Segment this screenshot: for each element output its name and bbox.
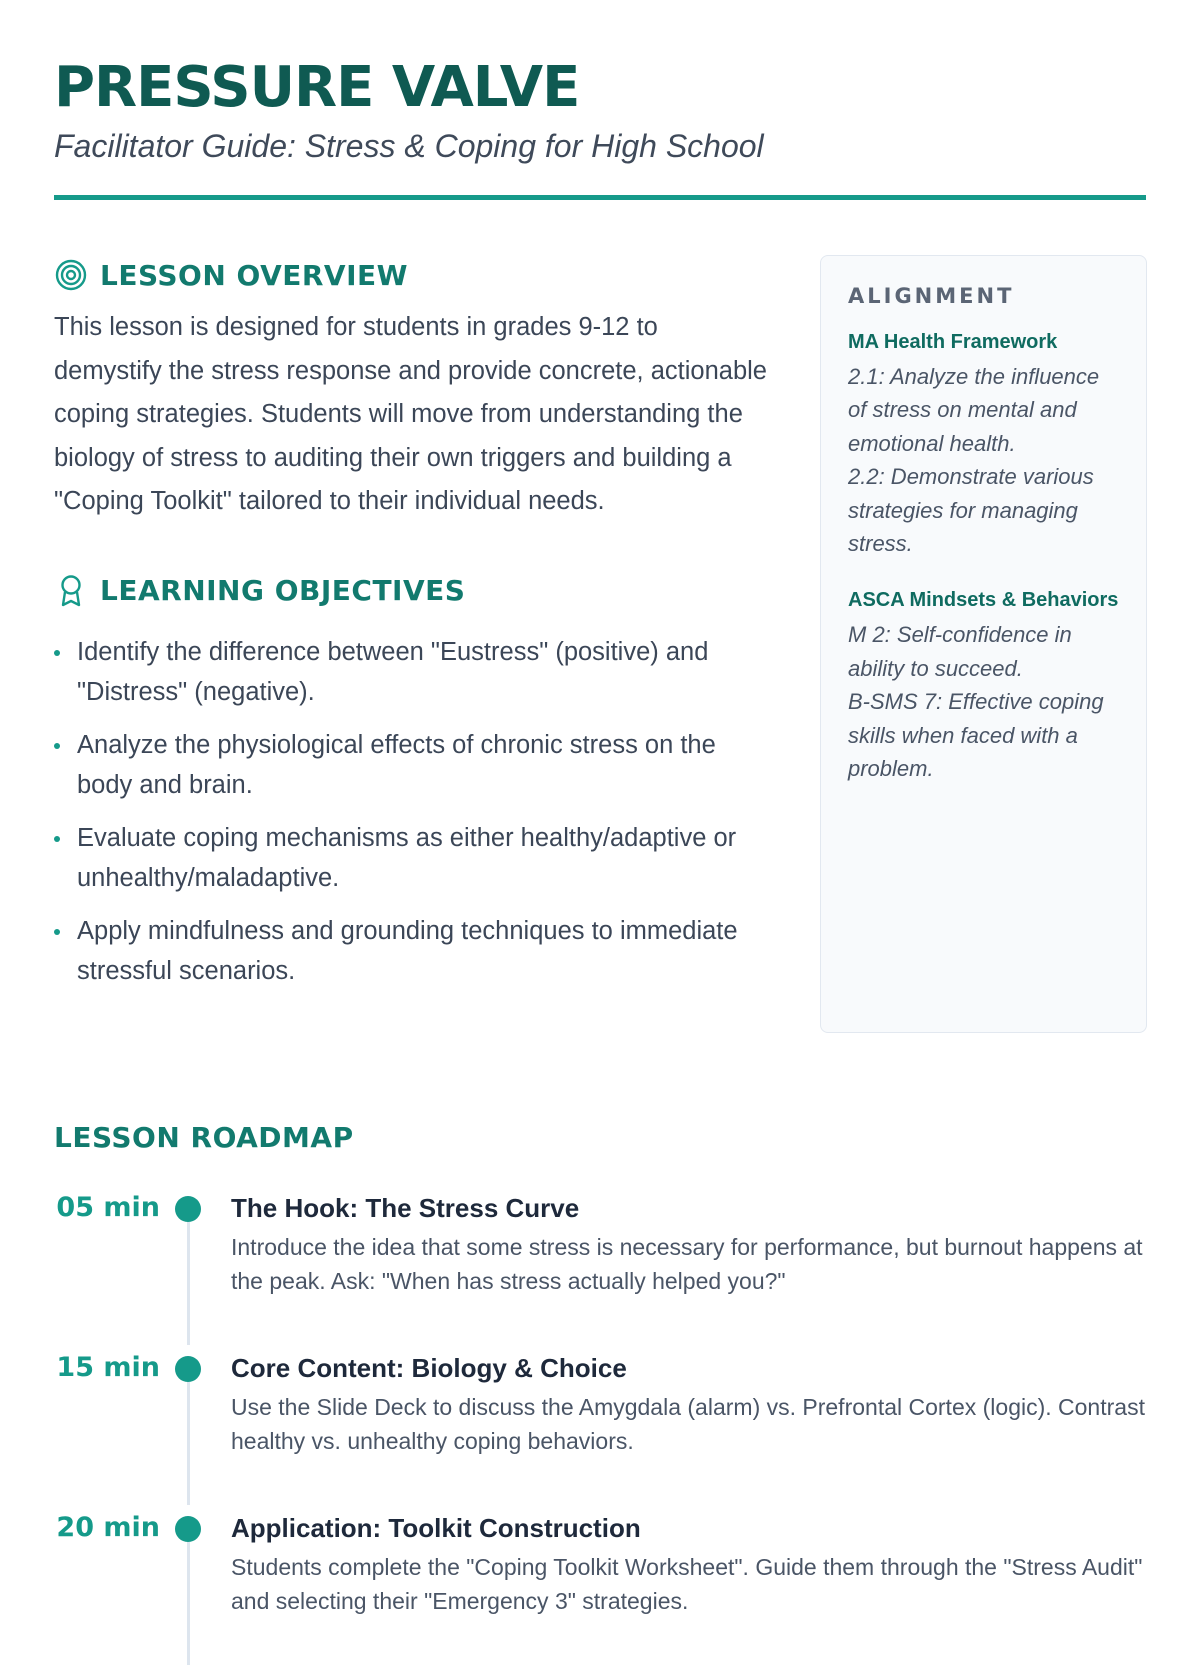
- framework-standard: 2.2: Demonstrate various strategies for managing stress.: [848, 464, 1094, 557]
- roadmap-heading: LESSON ROADMAP: [54, 1121, 354, 1154]
- framework-standard: 2.1: Analyze the influence of stress on mental and emotional health.: [848, 364, 1100, 456]
- bullet-icon: [54, 836, 60, 842]
- timeline-connector: [187, 1542, 190, 1665]
- roadmap-step: [54, 1188, 1146, 1338]
- objective-item: [54, 725, 769, 805]
- framework-block: [848, 586, 1120, 785]
- page-header: [54, 50, 1146, 166]
- lesson-roadmap: [54, 1118, 1146, 1614]
- bullet-icon: [54, 650, 60, 656]
- timeline-connector: [187, 1382, 190, 1505]
- step-description: Introduce the idea that some stress is necessary for performance, but burnout happens at the peak. Ask: "When has stress actually helped you?": [231, 1234, 1143, 1294]
- step-body: [231, 1348, 1151, 1458]
- objective-text: Identify the difference between "Eustress" (positive) and "Distress" (negative).: [77, 637, 709, 706]
- overview-body: This lesson is designed for students in grades 9-12 to demystify the stress response and provide concrete, actionable coping strategies. Students will move from understanding the biology of stress to auditing their own triggers and building a "Coping Toolkit" tailored to their individual needs.: [54, 313, 767, 515]
- framework-standard: M 2: Self-confidence in ability to succeed.: [848, 622, 1072, 681]
- step-duration: 05 min: [56, 1192, 160, 1223]
- step-duration: 20 min: [56, 1512, 160, 1543]
- roadmap-step: [54, 1348, 1146, 1498]
- alignment-panel: [820, 255, 1147, 1033]
- timeline-dot: [175, 1516, 201, 1542]
- objective-text: Analyze the physiological effects of chronic stress on the body and brain.: [77, 730, 716, 799]
- step-title: Application: Toolkit Construction: [231, 1513, 641, 1543]
- header-divider: [54, 195, 1146, 200]
- objective-item: [54, 632, 769, 712]
- bullet-icon: [54, 929, 60, 935]
- main-column: [54, 255, 769, 1004]
- framework-name: MA Health Framework: [848, 331, 1058, 353]
- timeline-connector: [187, 1222, 190, 1345]
- timeline-dot: [175, 1356, 201, 1382]
- objectives-list: [54, 632, 769, 991]
- step-title: The Hook: The Stress Curve: [231, 1193, 580, 1223]
- overview-heading-row: [54, 255, 769, 295]
- objectives-heading-row: [54, 571, 769, 611]
- step-duration: 15 min: [56, 1352, 160, 1383]
- roadmap-step: [54, 1508, 1146, 1658]
- step-body: [231, 1508, 1151, 1618]
- overview-heading: LESSON OVERVIEW: [100, 258, 409, 292]
- objective-text: Apply mindfulness and grounding techniques to immediate stressful scenarios.: [77, 916, 738, 985]
- bullet-icon: [54, 743, 60, 749]
- objective-text: Evaluate coping mechanisms as either healthy/adaptive or unhealthy/maladaptive.: [77, 823, 737, 892]
- target-icon: [54, 258, 88, 292]
- objective-item: [54, 911, 769, 991]
- step-title: Core Content: Biology & Choice: [231, 1353, 627, 1383]
- step-body: [231, 1188, 1151, 1298]
- framework-name: ASCA Mindsets & Behaviors: [848, 589, 1119, 612]
- objectives-heading: LEARNING OBJECTIVES: [100, 574, 466, 607]
- framework-standard: B-SMS 7: Effective coping skills when faced with a problem.: [848, 689, 1104, 782]
- step-description: Use the Slide Deck to discuss the Amygdala (alarm) vs. Prefrontal Cortex (logic). Contrast healthy vs. unhealthy coping behaviors.: [231, 1394, 1145, 1454]
- page-title: PRESSURE VALVE: [54, 55, 580, 120]
- objective-item: [54, 818, 769, 898]
- step-description: Students complete the "Coping Toolkit Worksheet". Guide them through the "Stress Audit" and selecting their "Emergency 3" strategies.: [231, 1554, 1143, 1614]
- page-subtitle: Facilitator Guide: Stress & Coping for High School: [54, 128, 764, 164]
- alignment-heading: ALIGNMENT: [848, 284, 1015, 308]
- award-ribbon-icon: [54, 574, 88, 608]
- framework-block: [848, 328, 1120, 560]
- timeline-dot: [175, 1196, 201, 1222]
